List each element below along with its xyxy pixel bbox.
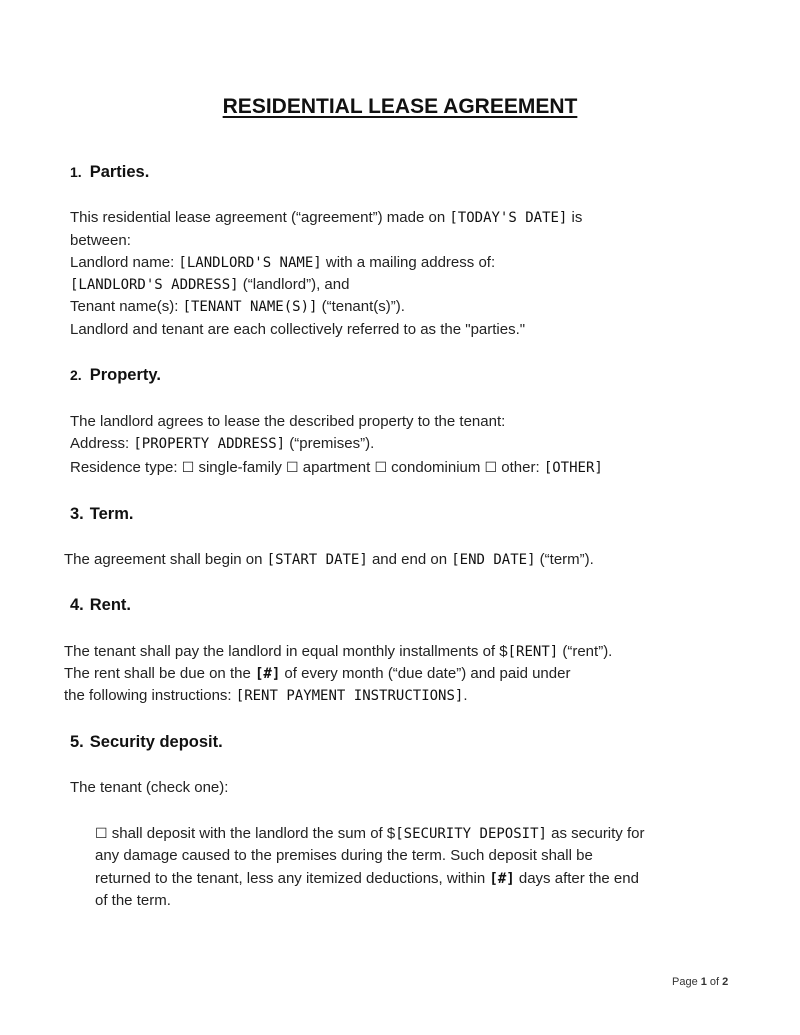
- paragraph-line: of the term.: [95, 892, 171, 909]
- checkbox-deposit[interactable]: ☐: [95, 825, 108, 841]
- fill-in-field[interactable]: [TENANT NAME(S)]: [182, 299, 318, 315]
- fill-in-field[interactable]: [#]: [254, 666, 281, 682]
- fill-in-field[interactable]: [#]: [489, 871, 515, 887]
- paragraph-line: [70, 296, 405, 318]
- text: and end on: [367, 551, 452, 568]
- section-title: Rent.: [89, 596, 132, 614]
- section-title: Security deposit.: [89, 733, 223, 751]
- section-number: 1.: [70, 164, 82, 180]
- paragraph-line: [64, 549, 594, 571]
- paragraph-line: The landlord agrees to lease the described property to the tenant:: [70, 413, 506, 430]
- text: .: [463, 687, 468, 704]
- paragraph-line: any damage caused to the premises during the term. Such deposit shall be: [95, 847, 593, 864]
- text: The rent shall be due on the: [64, 665, 255, 682]
- paragraph-line: [64, 641, 612, 663]
- text: The tenant shall pay the landlord in equal monthly installments of $: [64, 643, 508, 660]
- section-title: Property.: [89, 366, 161, 384]
- paragraph-line: [70, 274, 349, 296]
- paragraph-line: The tenant (check one):: [70, 779, 229, 796]
- page-number: [672, 976, 728, 988]
- paragraph-line: [95, 822, 644, 845]
- section-2-heading: [70, 366, 161, 385]
- fill-in-field[interactable]: [PROPERTY ADDRESS]: [133, 436, 286, 452]
- text: returned to the tenant, less any itemized deductions, within: [95, 870, 490, 887]
- total-pages: 2: [722, 976, 729, 988]
- text: (“premises”).: [285, 435, 375, 452]
- paragraph-line: [64, 685, 468, 707]
- section-3-heading: [70, 505, 133, 524]
- text: (“tenant(s)”).: [317, 298, 405, 315]
- checkbox-single-family[interactable]: ☐: [181, 459, 195, 475]
- text: as security for: [546, 825, 645, 842]
- text: of: [706, 976, 723, 988]
- section-title: Parties.: [89, 163, 150, 181]
- text: Page: [672, 976, 701, 988]
- option-label: condominium: [387, 459, 485, 476]
- document-title: RESIDENTIAL LEASE AGREEMENT: [222, 95, 578, 118]
- option-label: other:: [497, 459, 544, 476]
- fill-in-field[interactable]: [RENT]: [507, 644, 559, 660]
- option-label: apartment: [298, 459, 375, 476]
- paragraph-line: [70, 433, 374, 455]
- text: This residential lease agreement (“agreement”) made on: [70, 209, 450, 226]
- paragraph-line: [95, 868, 639, 890]
- paragraph-line: between:: [70, 232, 131, 249]
- fill-in-field[interactable]: [SECURITY DEPOSIT]: [395, 826, 547, 842]
- option-label: single-family: [194, 459, 286, 476]
- paragraph-line: [70, 207, 582, 229]
- paragraph-line: [70, 252, 495, 274]
- section-4-heading: [70, 596, 131, 615]
- fill-in-field[interactable]: [END DATE]: [451, 552, 536, 568]
- fill-in-field[interactable]: [LANDLORD'S NAME]: [178, 255, 322, 271]
- section-5-heading: [70, 733, 223, 752]
- paragraph-line: [70, 456, 603, 479]
- text: The agreement shall begin on: [64, 551, 267, 568]
- text: Address:: [70, 435, 134, 452]
- text: with a mailing address of:: [321, 254, 496, 271]
- text: is: [567, 209, 583, 226]
- text: the following instructions:: [64, 687, 236, 704]
- text: (“landlord”), and: [238, 276, 350, 293]
- checkbox-other[interactable]: ☐: [484, 459, 498, 475]
- section-number: 2.: [70, 367, 82, 383]
- fill-in-field[interactable]: [OTHER]: [543, 460, 603, 476]
- section-1-heading: [70, 163, 149, 182]
- current-page: 1: [700, 976, 707, 988]
- fill-in-field[interactable]: [START DATE]: [266, 552, 368, 568]
- text: days after the end: [514, 870, 639, 887]
- checkbox-apartment[interactable]: ☐: [286, 459, 299, 475]
- text: shall deposit with the landlord the sum of $: [107, 825, 396, 842]
- fill-in-field[interactable]: [TODAY'S DATE]: [449, 210, 568, 226]
- text: Landlord name:: [70, 254, 179, 271]
- fill-in-field[interactable]: [RENT PAYMENT INSTRUCTIONS]: [235, 688, 464, 704]
- paragraph-line: [64, 663, 570, 685]
- section-number: 4.: [70, 596, 84, 614]
- fill-in-field[interactable]: [LANDLORD'S ADDRESS]: [70, 277, 239, 293]
- section-number: 3.: [70, 505, 84, 523]
- text: Residence type:: [70, 459, 182, 476]
- checkbox-condominium[interactable]: ☐: [374, 459, 387, 475]
- text: of every month (“due date”) and paid under: [280, 665, 571, 682]
- text: (“term”).: [535, 551, 594, 568]
- text: Tenant name(s):: [70, 298, 183, 315]
- section-title: Term.: [89, 505, 134, 523]
- section-number: 5.: [70, 733, 84, 751]
- text: (“rent”).: [558, 643, 613, 660]
- paragraph-line: Landlord and tenant are each collectively referred to as the "parties.": [70, 321, 526, 338]
